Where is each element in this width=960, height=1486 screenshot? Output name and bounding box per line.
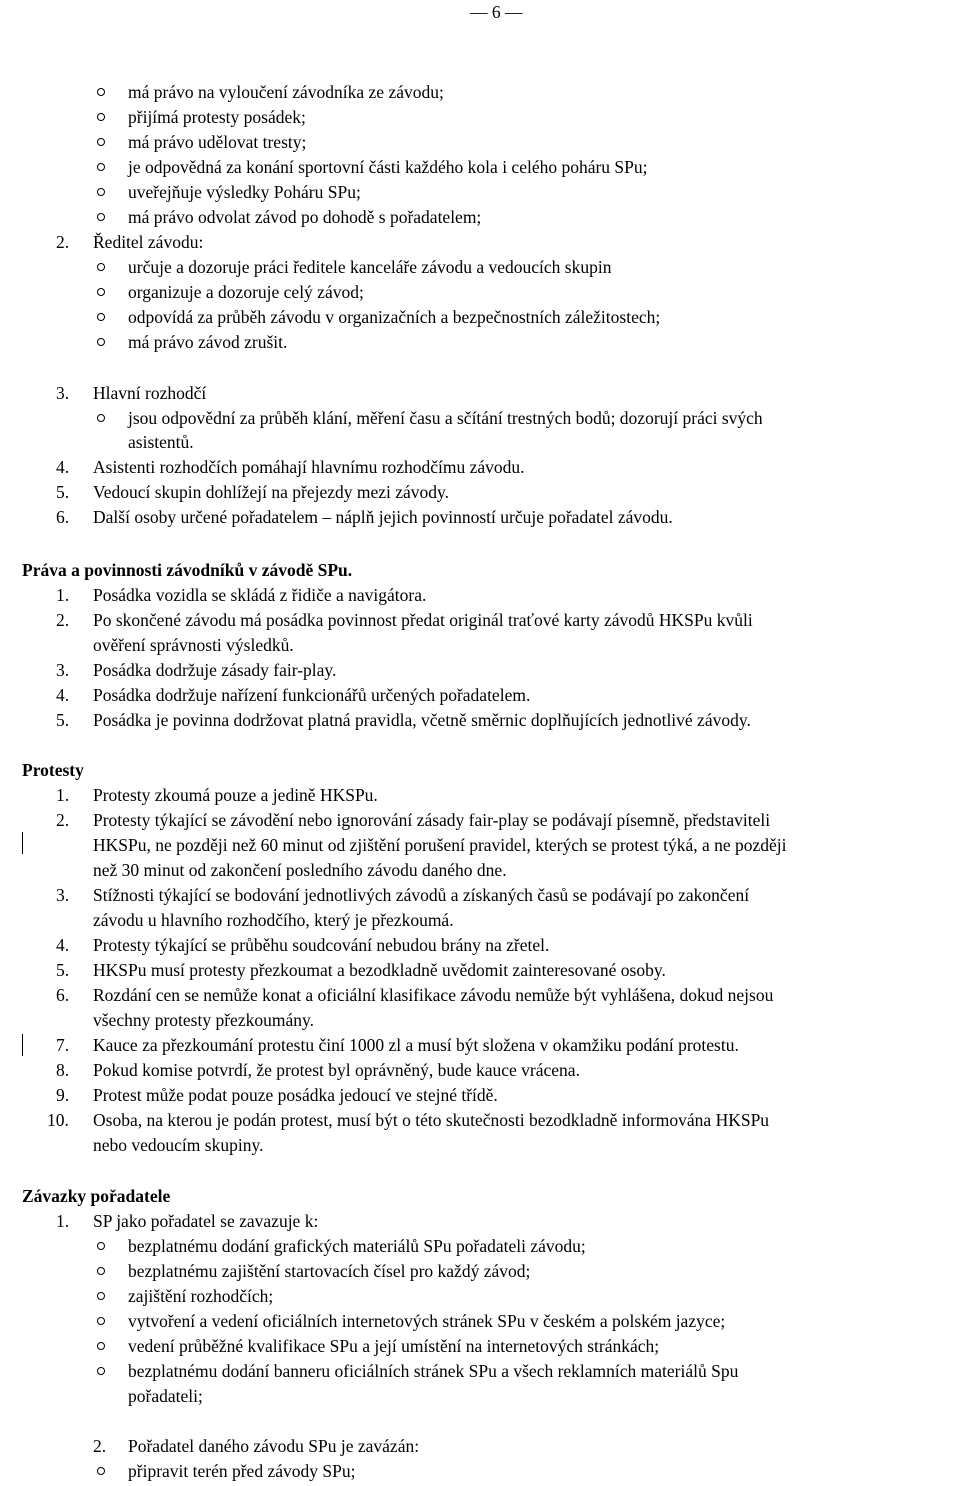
section-title: Hlavní rozhodčí	[93, 383, 207, 403]
bullet-icon	[97, 313, 105, 321]
item-number: 1.	[56, 585, 70, 605]
list-item: Vedoucí skupin dohlížejí na přejezdy mezi závody.	[93, 482, 450, 502]
list-item: je odpovědná za konání sportovní části každého kola i celého poháru SPu;	[128, 157, 648, 177]
bullet-icon	[97, 163, 105, 171]
change-bar	[22, 1034, 23, 1056]
item-number: 3.	[56, 660, 70, 680]
list-item: Kauce za přezkoumání protestu činí 1000 zl a musí být složena v okamžiku podání protestu.	[93, 1035, 739, 1055]
list-item: má právo odvolat závod po dohodě s pořadatelem;	[128, 207, 482, 227]
list-item: Rozdání cen se nemůže konat a oficiální klasifikace závodu nemůže být vyhlášena, dokud nejsou	[93, 985, 774, 1005]
list-item: zajištění rozhodčích;	[128, 1286, 274, 1306]
list-item: odpovídá za průběh závodu v organizačních a bezpečnostních záležitostech;	[128, 307, 661, 327]
list-item: HKSPu musí protesty přezkoumat a bezodkladně uvědomit zainteresované osoby.	[93, 960, 666, 980]
list-item: Protesty zkoumá pouze a jedině HKSPu.	[93, 785, 378, 805]
bullet-icon	[97, 1317, 105, 1325]
list-item: Posádka vozidla se skládá z řidiče a navigátora.	[93, 585, 427, 605]
item-number: 4.	[56, 935, 70, 955]
list-item-cont: nebo vedoucím skupiny.	[93, 1135, 264, 1155]
list-item: Protest může podat pouze posádka jedoucí ve stejné třídě.	[93, 1085, 498, 1105]
item-number: 2.	[56, 810, 70, 830]
list-item: Posádka dodržuje zásady fair-play.	[93, 660, 337, 680]
list-item: Stížnosti týkající se bodování jednotlivých závodů a získaných časů se podávají po zakončení	[93, 885, 750, 905]
item-number: 2.	[56, 232, 70, 252]
item-number: 8.	[56, 1060, 70, 1080]
list-item-cont: všechny protesty přezkoumány.	[93, 1010, 314, 1030]
bullet-icon	[97, 1292, 105, 1300]
list-item: Po skončené závodu má posádka povinnost předat originál traťové karty závodů HKSPu kvůli	[93, 610, 753, 630]
item-number: 4.	[56, 457, 70, 477]
bullet-icon	[97, 1242, 105, 1250]
section-heading: Protesty	[22, 760, 84, 780]
list-item: bezplatnému zajištění startovacích čísel pro každý závod;	[128, 1261, 531, 1281]
bullet-icon	[97, 338, 105, 346]
item-number: 6.	[56, 985, 70, 1005]
list-item: Pořadatel daného závodu SPu je zavázán:	[128, 1436, 420, 1456]
item-number: 2.	[56, 610, 70, 630]
bullet-icon	[97, 1342, 105, 1350]
list-item: má právo na vyloučení závodníka ze závodu;	[128, 82, 444, 102]
bullet-icon	[97, 88, 105, 96]
page-number: — 6 —	[470, 2, 523, 22]
item-number: 9.	[56, 1085, 70, 1105]
list-item: bezplatnému dodání grafických materiálů SPu pořadateli závodu;	[128, 1236, 586, 1256]
list-item: Posádka je povinna dodržovat platná pravidla, včetně směrnic doplňujících jednotlivé závody.	[93, 710, 751, 730]
list-item: Asistenti rozhodčích pomáhají hlavnímu rozhodčímu závodu.	[93, 457, 525, 477]
item-number: 5.	[56, 710, 70, 730]
item-number: 4.	[56, 685, 70, 705]
bullet-icon	[97, 1267, 105, 1275]
section-heading: Závazky pořadatele	[22, 1186, 171, 1206]
list-item: vytvoření a vedení oficiálních internetových stránek SPu v českém a polském jazyce;	[128, 1311, 726, 1331]
list-item: bezplatnému dodání banneru oficiálních stránek SPu a všech reklamních materiálů Spu	[128, 1361, 739, 1381]
bullet-icon	[97, 113, 105, 121]
list-item: Pokud komise potvrdí, že protest byl oprávněný, bude kauce vrácena.	[93, 1060, 580, 1080]
list-item-cont: než 30 minut od zakončení posledního závodu daného dne.	[93, 860, 507, 880]
item-number: 6.	[56, 507, 70, 527]
list-item: má právo udělovat tresty;	[128, 132, 307, 152]
section-title: Ředitel závodu:	[93, 232, 204, 252]
list-item: uveřejňuje výsledky Poháru SPu;	[128, 182, 361, 202]
item-number: 10.	[47, 1110, 69, 1130]
item-number: 5.	[56, 482, 70, 502]
item-number: 7.	[56, 1035, 70, 1055]
bullet-icon	[97, 188, 105, 196]
list-item-cont: závodu u hlavního rozhodčího, který je přezkoumá.	[93, 910, 454, 930]
bullet-icon	[97, 288, 105, 296]
item-number: 1.	[56, 785, 70, 805]
list-item: Další osoby určené pořadatelem – náplň jejich povinností určuje pořadatel závodu.	[93, 507, 673, 527]
list-item: Protesty týkající se průběhu soudcování nebudou brány na zřetel.	[93, 935, 550, 955]
change-bar	[22, 832, 23, 854]
list-item: přijímá protesty posádek;	[128, 107, 306, 127]
bullet-icon	[97, 263, 105, 271]
item-number: 1.	[56, 1211, 70, 1231]
list-item-cont: ověření správnosti výsledků.	[93, 635, 294, 655]
bullet-icon	[97, 1367, 105, 1375]
item-number: 3.	[56, 383, 70, 403]
list-item: jsou odpovědní za průběh klání, měření času a sčítání trestných bodů; dozorují práci svých	[128, 408, 763, 428]
list-item: Protesty týkající se závodění nebo ignorování zásady fair-play se podávají písemně, představiteli	[93, 810, 771, 830]
list-item: SP jako pořadatel se zavazuje k:	[93, 1211, 319, 1231]
bullet-icon	[97, 414, 105, 422]
section-heading: Práva a povinnosti závodníků v závodě SPu.	[22, 560, 353, 580]
list-item-cont: pořadateli;	[128, 1386, 203, 1406]
bullet-icon	[97, 1467, 105, 1475]
item-number: 2.	[93, 1436, 107, 1456]
list-item: Posádka dodržuje nařízení funkcionářů určených pořadatelem.	[93, 685, 531, 705]
item-number: 3.	[56, 885, 70, 905]
list-item-cont: asistentů.	[128, 432, 194, 452]
list-item-cont: HKSPu, ne později než 60 minut od zjištění porušení pravidel, kterých se protest týká, a ne později	[93, 835, 787, 855]
list-item: Osoba, na kterou je podán protest, musí být o této skutečnosti bezodkladně informována HKSPu	[93, 1110, 770, 1130]
list-item: vedení průběžné kvalifikace SPu a její umístění na internetových stránkách;	[128, 1336, 660, 1356]
list-item: má právo závod zrušit.	[128, 332, 288, 352]
bullet-icon	[97, 138, 105, 146]
item-number: 5.	[56, 960, 70, 980]
list-item: připravit terén před závody SPu;	[128, 1461, 356, 1481]
bullet-icon	[97, 213, 105, 221]
list-item: organizuje a dozoruje celý závod;	[128, 282, 364, 302]
list-item: určuje a dozoruje práci ředitele kanceláře závodu a vedoucích skupin	[128, 257, 612, 277]
